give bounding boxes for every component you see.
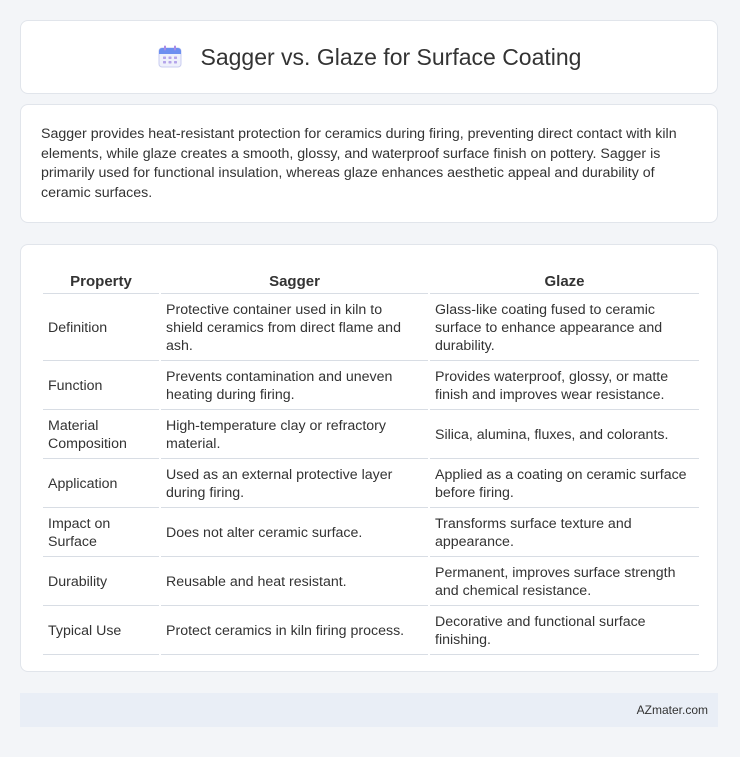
title-card [20, 20, 718, 94]
glaze-cell: Permanent, improves surface strength and chemical resistance. [430, 559, 699, 606]
sagger-cell: Protect ceramics in kiln firing process. [161, 608, 428, 655]
sagger-cell: Used as an external protective layer during firing. [161, 461, 428, 508]
intro-text: Sagger provides heat-resistant protection for ceramics during firing, preventing direct contact with kiln elements, while glaze creates a smooth, glossy, and waterproof surface finish on pottery. Sagger is primarily used for functional insulation, whereas glaze enhances aesthetic appeal and durability of ceramic surfaces. [41, 126, 677, 201]
footer-brand[interactable]: AZmater.com [636, 703, 708, 717]
sagger-cell: Protective container used in kiln to shield ceramics from direct flame and ash. [161, 296, 428, 361]
table-row [43, 559, 699, 606]
glaze-cell: Transforms surface texture and appearance. [430, 510, 699, 557]
calendar-icon [157, 45, 183, 69]
property-cell: Application [43, 461, 159, 508]
table-row [43, 510, 699, 557]
property-cell: Definition [43, 296, 159, 361]
header-glaze: Glaze [430, 267, 699, 294]
property-cell: Function [43, 363, 159, 410]
table-header-row [43, 267, 699, 294]
sagger-cell: Prevents contamination and uneven heating during firing. [161, 363, 428, 410]
page-title: Sagger vs. Glaze for Surface Coating [200, 43, 582, 70]
glaze-cell: Applied as a coating on ceramic surface before firing. [430, 461, 699, 508]
title-wrap [157, 44, 582, 71]
table-card [20, 244, 718, 672]
table-row [43, 296, 699, 361]
sagger-cell: Does not alter ceramic surface. [161, 510, 428, 557]
table-row [43, 461, 699, 508]
sagger-cell: Reusable and heat resistant. [161, 559, 428, 606]
property-cell: Impact on Surface [43, 510, 159, 557]
table-row [43, 363, 699, 410]
header-sagger: Sagger [161, 267, 428, 294]
intro-card [20, 104, 718, 223]
table-row [43, 412, 699, 459]
sagger-cell: High-temperature clay or refractory material. [161, 412, 428, 459]
property-cell: Durability [43, 559, 159, 606]
glaze-cell: Glass-like coating fused to ceramic surface to enhance appearance and durability. [430, 296, 699, 361]
glaze-cell: Silica, alumina, fluxes, and colorants. [430, 412, 699, 459]
glaze-cell: Decorative and functional surface finishing. [430, 608, 699, 655]
property-cell: Material Composition [43, 412, 159, 459]
property-cell: Typical Use [43, 608, 159, 655]
footer [20, 693, 718, 727]
glaze-cell: Provides waterproof, glossy, or matte finish and improves wear resistance. [430, 363, 699, 410]
header-property: Property [43, 267, 159, 294]
comparison-table [41, 265, 701, 657]
table-row [43, 608, 699, 655]
